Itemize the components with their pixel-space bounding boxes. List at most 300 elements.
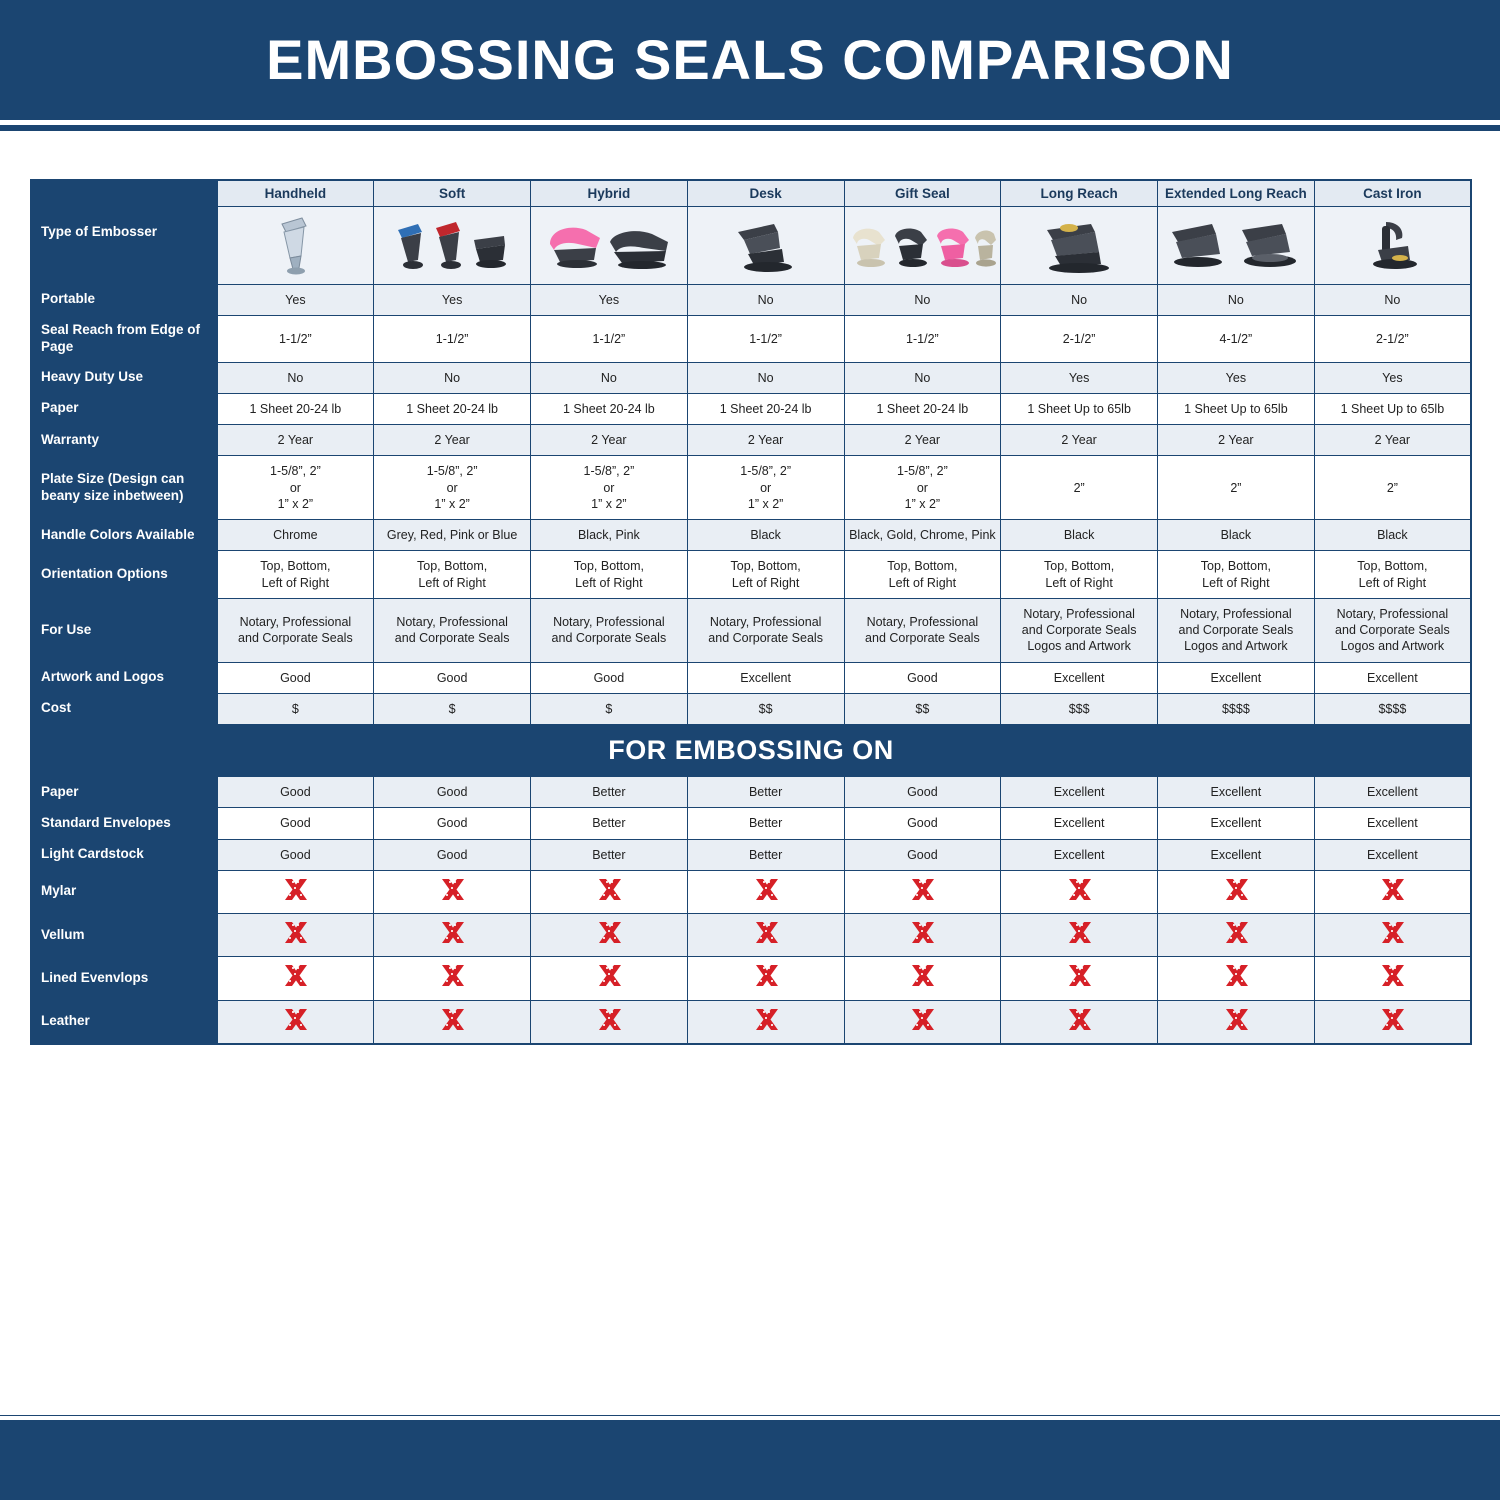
cell-line: Left of Right — [261, 575, 330, 590]
embosser-image-cell-1 — [374, 206, 531, 284]
cell-line: $ — [291, 701, 299, 716]
cell — [844, 839, 1001, 870]
cell — [217, 425, 374, 456]
cell-line: 1-1/2” — [592, 331, 626, 346]
cell-line: Excellent — [1053, 670, 1105, 685]
cell-line: Chrome — [273, 528, 318, 542]
cell-line: Good — [593, 670, 625, 685]
column-header-6: Extended Long Reach — [1158, 180, 1315, 206]
extended-long-reach-embosser-icon — [1166, 218, 1306, 276]
cell — [1001, 662, 1158, 693]
cell-line: Top, Bottom, — [1357, 559, 1428, 574]
page-footer — [0, 1416, 1500, 1500]
gift-seal-embosser-icon — [847, 214, 999, 276]
cell — [844, 425, 1001, 456]
cell — [1001, 456, 1158, 520]
row-label: Portable — [31, 284, 217, 315]
cell — [1158, 598, 1315, 662]
cell — [1314, 662, 1471, 693]
cell — [844, 914, 1001, 957]
cell — [1158, 393, 1315, 424]
table-row — [31, 693, 1471, 724]
cell — [1158, 839, 1315, 870]
table-row — [31, 1000, 1471, 1044]
cell — [217, 914, 374, 957]
cast-iron-embosser-icon — [1317, 214, 1468, 276]
cell-line: No — [444, 370, 461, 385]
cell — [1001, 839, 1158, 870]
cell — [844, 1000, 1001, 1044]
column-header-4: Gift Seal — [844, 180, 1001, 206]
cell-line: No — [757, 370, 774, 385]
table-row — [31, 957, 1471, 1000]
cell-line: Black, Gold, Chrome, Pink — [849, 528, 996, 542]
cell — [1314, 870, 1471, 913]
embosser-image-cell-5 — [1001, 206, 1158, 284]
cell — [1001, 598, 1158, 662]
cell — [844, 362, 1001, 393]
row-label: Artwork and Logos — [31, 662, 217, 693]
cell — [374, 914, 531, 957]
hybrid-embosser-icon — [533, 214, 685, 276]
table-row — [31, 839, 1471, 870]
cell-line: and Corporate Seals — [865, 631, 980, 646]
cell-line: No — [1227, 292, 1244, 307]
cell-line: Top, Bottom, — [573, 559, 644, 574]
cell — [217, 393, 374, 424]
cell — [1001, 362, 1158, 393]
unsupported-x-icon — [910, 1008, 934, 1032]
embosser-image-cell-0 — [217, 206, 374, 284]
cell — [1314, 393, 1471, 424]
row-label: Lined Evenvlops — [31, 957, 217, 1000]
cell — [1001, 520, 1158, 551]
cell-line: No — [1384, 292, 1401, 307]
cell — [1314, 551, 1471, 599]
table-row — [31, 598, 1471, 662]
cell-line: and Corporate Seals — [708, 631, 823, 646]
cell-line: Notary, Professional — [1180, 606, 1292, 621]
row-label: Warranty — [31, 425, 217, 456]
cell-line: Notary, Professional — [553, 614, 665, 629]
cell — [531, 808, 688, 839]
cell-line: 1-5/8”, 2” — [270, 464, 321, 479]
cell-line: Good — [907, 670, 938, 685]
handheld-embosser-icon — [220, 214, 372, 276]
unsupported-x-icon — [1067, 921, 1091, 945]
cell — [687, 839, 844, 870]
cell-line: 2 Year — [277, 433, 314, 447]
row-label: Paper — [31, 393, 217, 424]
cell — [1314, 777, 1471, 808]
cell — [687, 808, 844, 839]
cell-line: 2-1/2” — [1062, 331, 1096, 346]
unsupported-x-icon — [440, 921, 464, 945]
cell — [1001, 1000, 1158, 1044]
cell-line: Better — [748, 847, 783, 862]
cell — [374, 284, 531, 315]
cell — [531, 456, 688, 520]
cell — [687, 551, 844, 599]
cell — [844, 284, 1001, 315]
cell — [1001, 870, 1158, 913]
cell-line: and Corporate Seals — [551, 631, 667, 646]
cell — [1158, 808, 1315, 839]
cell — [687, 456, 844, 520]
cell — [531, 839, 688, 870]
cell — [844, 520, 1001, 551]
cell — [1001, 284, 1158, 315]
cell-line: Good — [436, 847, 468, 862]
unsupported-x-icon — [597, 921, 621, 945]
column-header-2: Hybrid — [531, 180, 688, 206]
column-header-5: Long Reach — [1001, 180, 1158, 206]
cell-line: Left of Right — [1202, 575, 1270, 590]
cell-line: 1” x 2” — [904, 496, 941, 511]
cell-line: Excellent — [1053, 847, 1105, 862]
cell-line: Notary, Professional — [1023, 606, 1135, 621]
cell-line: Excellent — [1367, 785, 1418, 799]
unsupported-x-icon — [910, 964, 934, 988]
cell-line: 1” x 2” — [591, 496, 627, 511]
cell — [687, 957, 844, 1000]
comparison-table — [30, 179, 1472, 1045]
cell-line: 2 Year — [1218, 433, 1254, 447]
table-row — [31, 551, 1471, 599]
cell-line: Excellent — [1210, 847, 1262, 862]
cell-line: 2 Year — [904, 433, 941, 447]
cell — [217, 315, 374, 362]
cell-line: 2 Year — [1061, 433, 1097, 447]
cell-line: Good — [436, 816, 468, 831]
cell-line: Good — [436, 670, 468, 685]
cell — [687, 777, 844, 808]
unsupported-x-icon — [754, 964, 778, 988]
cell-line: 1-5/8”, 2” — [426, 464, 478, 479]
cell-line: and Corporate Seals — [394, 631, 510, 646]
cell-line: $ — [448, 701, 456, 716]
table-row — [31, 393, 1471, 424]
column-header-3: Desk — [687, 180, 844, 206]
cell — [844, 551, 1001, 599]
cell — [1314, 362, 1471, 393]
cell-line: Yes — [1068, 370, 1090, 385]
row-label: Mylar — [31, 870, 217, 913]
cell — [1158, 362, 1315, 393]
cell-line: $$ — [915, 701, 930, 716]
cell-line: 1 Sheet Up to 65lb — [1027, 401, 1131, 416]
row-label: Seal Reach from Edge of Page — [31, 315, 217, 362]
cell — [531, 551, 688, 599]
cell — [1158, 520, 1315, 551]
cell-line: Notary, Professional — [709, 614, 822, 629]
cell-line: 4-1/2” — [1219, 331, 1253, 346]
unsupported-x-icon — [754, 921, 778, 945]
cell-line: 1 Sheet 20-24 lb — [563, 401, 655, 416]
cell — [217, 957, 374, 1000]
cell — [1314, 456, 1471, 520]
desk-embosser-icon — [728, 218, 804, 276]
column-header-7: Cast Iron — [1314, 180, 1471, 206]
cell-line: Black — [1220, 528, 1252, 542]
cell-line: Excellent — [1367, 816, 1418, 831]
cell — [687, 315, 844, 362]
cell-line: 1 Sheet 20-24 lb — [249, 401, 342, 416]
cell-line: 2” — [1386, 480, 1398, 495]
cell — [1314, 425, 1471, 456]
cell-line: Top, Bottom, — [887, 559, 958, 574]
cell — [1158, 551, 1315, 599]
embosser-image-cell-4 — [844, 206, 1001, 284]
cell-line: 1 Sheet Up to 65lb — [1340, 401, 1445, 416]
cell-line: 2” — [1073, 480, 1085, 495]
cell — [217, 551, 374, 599]
embosser-image-cell-3 — [687, 206, 844, 284]
cell-line: 1” x 2” — [277, 496, 314, 511]
cell-line: Top, Bottom, — [1200, 559, 1271, 574]
cell — [844, 777, 1001, 808]
cell-line: 1-5/8”, 2” — [897, 464, 948, 479]
cell — [1158, 693, 1315, 724]
cell — [531, 662, 688, 693]
unsupported-x-icon — [283, 921, 307, 945]
unsupported-x-icon — [440, 1008, 464, 1032]
cell-line: $$ — [758, 701, 773, 716]
cell-line: 1-1/2” — [435, 331, 469, 346]
cell — [687, 284, 844, 315]
cell-line: Excellent — [1210, 785, 1262, 799]
unsupported-x-icon — [283, 878, 307, 902]
soft-embosser-icon — [392, 218, 512, 276]
row-label: For Use — [31, 598, 217, 662]
cell-line: Logos and Artwork — [1184, 639, 1288, 654]
handheld-embosser-icon — [268, 216, 322, 276]
long-reach-embosser-icon — [1003, 214, 1155, 276]
unsupported-x-icon — [440, 964, 464, 988]
cell-line: Good — [907, 816, 938, 831]
cell — [687, 662, 844, 693]
cell — [217, 598, 374, 662]
table-row — [31, 777, 1471, 808]
cell-line: $$$$ — [1221, 701, 1250, 716]
cell — [1158, 914, 1315, 957]
cell — [1314, 914, 1471, 957]
cell-line: Left of Right — [731, 575, 800, 590]
cell — [1001, 425, 1158, 456]
column-header-row — [31, 180, 1471, 206]
cell — [374, 425, 531, 456]
cell — [1158, 425, 1315, 456]
cell — [374, 393, 531, 424]
cell — [844, 456, 1001, 520]
cell — [1314, 839, 1471, 870]
cell-line: Good — [280, 785, 311, 799]
page-title: EMBOSSING SEALS COMPARISON — [266, 28, 1234, 91]
cell — [1158, 315, 1315, 362]
cell-line: 1-5/8”, 2” — [583, 464, 635, 479]
cell — [217, 1000, 374, 1044]
cell-line: 2 Year — [434, 433, 470, 447]
cell-line: $$$$ — [1378, 701, 1407, 716]
cell — [1314, 808, 1471, 839]
cell-line: Left of Right — [1045, 575, 1113, 590]
row-label: Handle Colors Available — [31, 520, 217, 551]
cell — [1158, 1000, 1315, 1044]
cell-line: 2” — [1230, 480, 1242, 495]
cell — [1158, 456, 1315, 520]
page-header — [0, 0, 1500, 123]
cell-line: Left of Right — [1358, 575, 1427, 590]
cell — [531, 284, 688, 315]
table-row — [31, 808, 1471, 839]
cell-line: Excellent — [1367, 670, 1418, 685]
unsupported-x-icon — [1224, 878, 1248, 902]
cell — [1158, 870, 1315, 913]
cell — [374, 520, 531, 551]
row-label: Leather — [31, 1000, 217, 1044]
cell — [531, 362, 688, 393]
cell — [374, 551, 531, 599]
unsupported-x-icon — [1380, 921, 1404, 945]
cell-line: Yes — [1382, 370, 1403, 385]
cell — [1158, 662, 1315, 693]
unsupported-x-icon — [1380, 964, 1404, 988]
table-row — [31, 662, 1471, 693]
cell — [844, 315, 1001, 362]
cell — [374, 808, 531, 839]
cell-line: or — [289, 480, 301, 495]
long-reach-embosser-icon — [1029, 218, 1129, 276]
unsupported-x-icon — [440, 878, 464, 902]
cell-line: Excellent — [1053, 785, 1105, 799]
cell — [1314, 693, 1471, 724]
cell-line: Yes — [598, 292, 620, 307]
cell — [687, 393, 844, 424]
table-row — [31, 520, 1471, 551]
cell — [844, 870, 1001, 913]
column-header-0: Handheld — [217, 180, 374, 206]
cell-line: Black, Pink — [577, 528, 640, 542]
unsupported-x-icon — [1067, 964, 1091, 988]
cell-line: 1” x 2” — [434, 496, 470, 511]
cell-line: 1-1/2” — [749, 331, 782, 346]
cell — [217, 808, 374, 839]
desk-embosser-icon — [690, 214, 842, 276]
cell-line: Black — [1377, 528, 1408, 542]
cell — [1001, 393, 1158, 424]
unsupported-x-icon — [1067, 1008, 1091, 1032]
embosser-image-cell-7 — [1314, 206, 1471, 284]
cell-line: No — [757, 292, 774, 307]
table-row — [31, 914, 1471, 957]
row-label: Vellum — [31, 914, 217, 957]
cell — [844, 662, 1001, 693]
cell — [1158, 284, 1315, 315]
cell — [217, 839, 374, 870]
cell — [1001, 808, 1158, 839]
cell-line: No — [1071, 292, 1088, 307]
cell-line: Better — [592, 785, 626, 799]
table-row — [31, 284, 1471, 315]
cell — [531, 957, 688, 1000]
cell-line: and Corporate Seals — [238, 631, 353, 646]
cell-line: and Corporate Seals — [1021, 623, 1137, 637]
table-row — [31, 315, 1471, 362]
cell-line: No — [287, 370, 304, 385]
cell-line: 1-1/2” — [279, 331, 312, 346]
cell-line: No — [914, 292, 931, 307]
unsupported-x-icon — [754, 1008, 778, 1032]
cell-line: Good — [907, 847, 938, 862]
cell — [531, 693, 688, 724]
cell — [217, 362, 374, 393]
cell-line: Left of Right — [888, 575, 957, 590]
cell — [531, 425, 688, 456]
cell — [1001, 914, 1158, 957]
cell — [1001, 957, 1158, 1000]
cell-line: Black — [750, 528, 781, 542]
extended-long-reach-embosser-icon — [1160, 214, 1312, 276]
cell — [531, 315, 688, 362]
table-row — [31, 456, 1471, 520]
cell — [687, 870, 844, 913]
cell — [687, 598, 844, 662]
cell-line: Excellent — [1210, 670, 1262, 685]
cell-line: 1 Sheet 20-24 lb — [719, 401, 812, 416]
cell — [844, 598, 1001, 662]
cell — [1001, 777, 1158, 808]
cell — [374, 957, 531, 1000]
unsupported-x-icon — [283, 964, 307, 988]
section-banner-row — [31, 725, 1471, 777]
unsupported-x-icon — [283, 1008, 307, 1032]
cell-line: Top, Bottom, — [730, 559, 801, 574]
embosser-image-row — [31, 206, 1471, 284]
soft-embosser-icon — [376, 214, 528, 276]
cell — [374, 598, 531, 662]
cell-line: 1 Sheet Up to 65lb — [1184, 401, 1288, 416]
row-label: Plate Size (Design can beany size inbetween) — [31, 456, 217, 520]
cell-line: Excellent — [1053, 816, 1105, 831]
cell — [374, 777, 531, 808]
cell-line: 1-5/8”, 2” — [740, 464, 791, 479]
cell — [1314, 284, 1471, 315]
cell-line: or — [760, 480, 772, 495]
table-container — [0, 131, 1500, 1045]
cell-line: No — [914, 370, 931, 385]
cell-line: 1-1/2” — [906, 331, 939, 346]
cell — [687, 693, 844, 724]
cell-line: $ — [605, 701, 613, 716]
table-row — [31, 362, 1471, 393]
unsupported-x-icon — [1380, 1008, 1404, 1032]
embosser-image-cell-6 — [1158, 206, 1315, 284]
row-label: Orientation Options — [31, 551, 217, 599]
cell — [844, 693, 1001, 724]
row-label-type-of-embosser: Type of Embosser — [31, 180, 217, 284]
cell — [217, 456, 374, 520]
unsupported-x-icon — [1224, 964, 1248, 988]
table-row — [31, 870, 1471, 913]
cell-line: or — [916, 480, 928, 495]
cell-line: Top, Bottom, — [1044, 559, 1115, 574]
cell — [217, 662, 374, 693]
cell — [844, 957, 1001, 1000]
unsupported-x-icon — [597, 964, 621, 988]
cell — [531, 1000, 688, 1044]
cell-line: or — [446, 480, 458, 495]
cell — [217, 693, 374, 724]
